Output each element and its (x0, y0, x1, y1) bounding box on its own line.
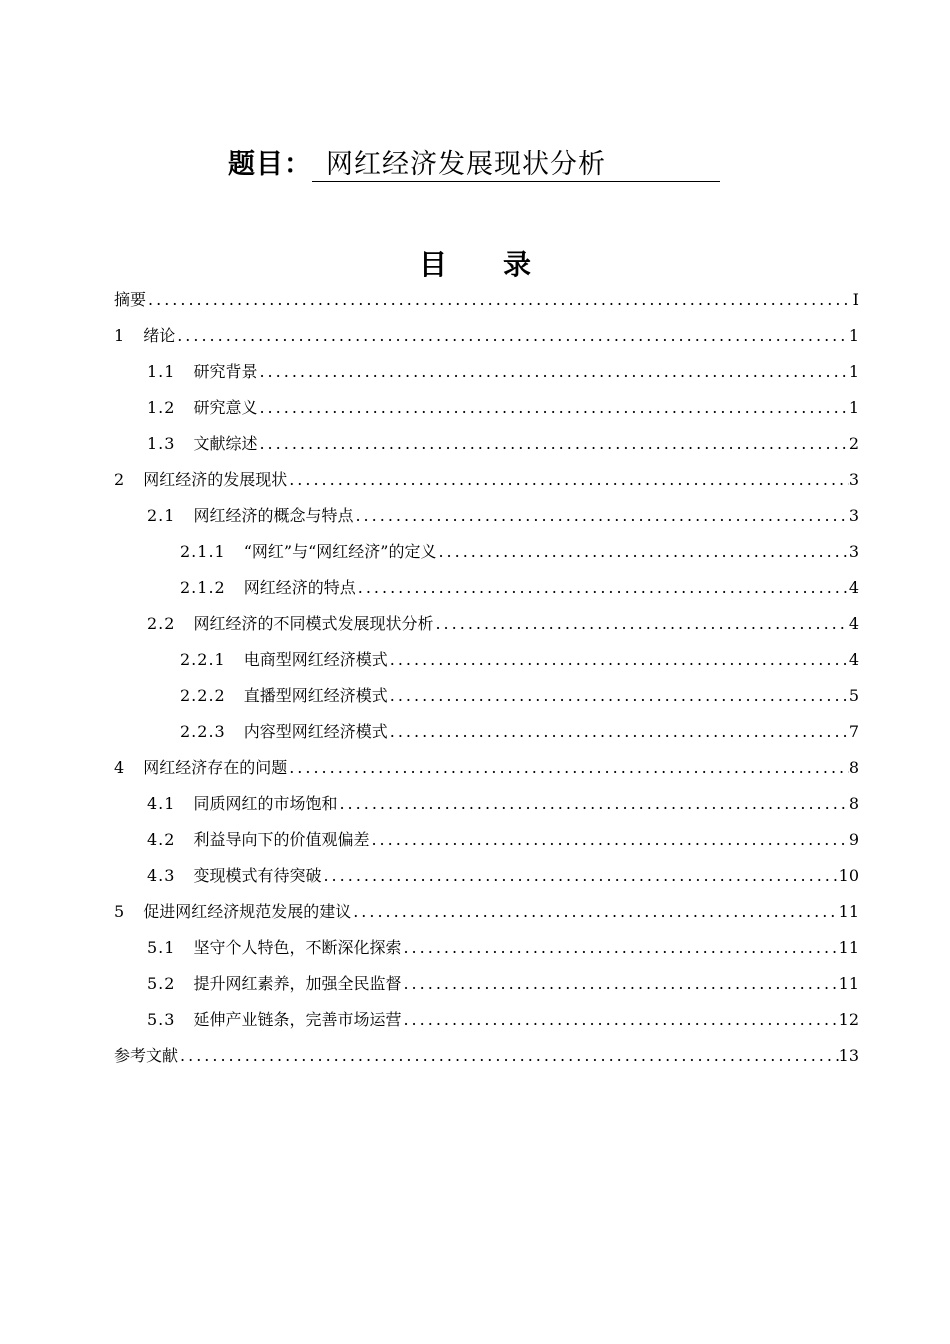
toc-dot-leader (146, 282, 853, 318)
toc-entry-number: 1 (114, 326, 126, 345)
toc-dot-leader (257, 354, 848, 390)
toc-entry[interactable] (114, 318, 859, 354)
toc-entry-label: 网红经济存在的问题 (143, 758, 288, 777)
toc-entry[interactable] (114, 750, 859, 786)
toc-entry-number: 1.2 (147, 398, 176, 417)
toc-entry[interactable] (114, 498, 859, 534)
toc-entry-page: 10 (838, 866, 859, 885)
toc-entry[interactable] (114, 1038, 859, 1074)
toc-entry-page: 4 (848, 614, 859, 633)
toc-heading: 目 录 (418, 248, 531, 281)
toc-entry-label: 延伸产业链条，完善市场运营 (193, 1010, 402, 1029)
toc-entry-number: 2 (114, 470, 126, 489)
document-title (228, 142, 606, 182)
toc-entry[interactable] (114, 570, 859, 606)
toc-entry[interactable] (114, 894, 859, 930)
toc-entry-number: 2.2.1 (180, 650, 226, 669)
toc-entry[interactable] (114, 534, 859, 570)
toc-entry-label: 变现模式有待突破 (193, 866, 322, 885)
toc-entry-label: “网红”与“网红经济”的定义 (243, 542, 437, 561)
toc-entry-number: 2.2.2 (180, 686, 226, 705)
toc-entry-page: 8 (848, 794, 859, 813)
toc-entry-number: 4.3 (147, 866, 176, 885)
toc-entry-page: 1 (848, 362, 859, 381)
toc-entry-page: 11 (838, 902, 859, 921)
toc-dot-leader (388, 642, 849, 678)
title-value: 网红经济发展现状分析 (312, 142, 720, 182)
toc-entry-page: 3 (848, 470, 859, 489)
toc-entry-label: 摘要 (114, 290, 147, 309)
toc-dot-leader (436, 534, 848, 570)
toc-entry[interactable] (114, 462, 859, 498)
toc-entry[interactable] (114, 858, 859, 894)
toc-entry-number: 2.2.3 (180, 722, 226, 741)
toc-entry-label: 文献综述 (193, 434, 258, 453)
toc-entry-label: 提升网红素养，加强全民监督 (193, 974, 402, 993)
toc-dot-leader (369, 822, 848, 858)
toc-entry-page: 13 (838, 1046, 859, 1065)
toc-entry-page: 4 (848, 650, 859, 669)
toc-entry-label: 坚守个人特色，不断深化探索 (193, 938, 402, 957)
toc-entry-page: 11 (838, 938, 859, 957)
toc-entry-page: 8 (848, 758, 859, 777)
toc-entry-number: 1.1 (147, 362, 176, 381)
toc-dot-leader (388, 678, 849, 714)
toc-dot-leader (257, 426, 848, 462)
toc-entry-page: 1 (848, 398, 859, 417)
toc-entry-number: 4 (114, 758, 126, 777)
toc-entry-label: 网红经济的特点 (243, 578, 356, 597)
toc-entry-number: 5.3 (147, 1010, 176, 1029)
toc-entry-page: 11 (838, 974, 859, 993)
toc-dot-leader (388, 714, 849, 750)
toc-entry-number: 4.1 (147, 794, 176, 813)
toc-entry-number: 5 (114, 902, 126, 921)
toc-entry-number: 2.1.2 (180, 578, 226, 597)
toc-entry[interactable] (114, 354, 859, 390)
toc-dot-leader (178, 1038, 839, 1074)
toc-entry-number: 2.1.1 (180, 542, 226, 561)
toc-entry-label: 促进网红经济规范发展的建议 (143, 902, 352, 921)
toc-entry-number: 2.1 (147, 506, 176, 525)
toc-entry-page: 3 (848, 542, 859, 561)
toc-dot-leader (257, 390, 848, 426)
table-of-contents (114, 282, 859, 1074)
toc-entry-label: 研究背景 (193, 362, 258, 381)
toc-entry-page: 4 (848, 578, 859, 597)
toc-entry-label: 参考文献 (114, 1046, 179, 1065)
toc-dot-leader (433, 606, 848, 642)
toc-entry-number: 5.2 (147, 974, 176, 993)
toc-dot-leader (287, 750, 849, 786)
toc-entry-label: 利益导向下的价值观偏差 (193, 830, 370, 849)
toc-entry[interactable] (114, 282, 859, 318)
toc-dot-leader (287, 462, 849, 498)
toc-dot-leader (351, 894, 838, 930)
toc-dot-leader (353, 498, 848, 534)
toc-entry-label: 内容型网红经济模式 (243, 722, 388, 741)
toc-dot-leader (356, 570, 849, 606)
toc-entry[interactable] (114, 390, 859, 426)
toc-dot-leader (401, 966, 838, 1002)
toc-entry-label: 直播型网红经济模式 (243, 686, 388, 705)
toc-entry-label: 网红经济的不同模式发展现状分析 (193, 614, 434, 633)
toc-entry[interactable] (114, 606, 859, 642)
toc-entry-page: 3 (848, 506, 859, 525)
toc-entry-label: 同质网红的市场饱和 (193, 794, 338, 813)
toc-entry-label: 绪论 (143, 326, 176, 345)
toc-entry-page: 7 (848, 722, 859, 741)
title-label: 题目： (228, 149, 312, 180)
toc-dot-leader (401, 930, 838, 966)
toc-entry-page: 2 (848, 434, 859, 453)
toc-dot-leader (175, 318, 849, 354)
toc-entry-page: 9 (848, 830, 859, 849)
toc-entry[interactable] (114, 1002, 859, 1038)
toc-entry-page: 12 (838, 1010, 859, 1029)
toc-entry-label: 网红经济的概念与特点 (193, 506, 354, 525)
toc-dot-leader (337, 786, 848, 822)
toc-entry[interactable] (114, 786, 859, 822)
toc-entry-label: 研究意义 (193, 398, 258, 417)
toc-dot-leader (321, 858, 838, 894)
toc-entry-number: 5.1 (147, 938, 176, 957)
toc-entry[interactable] (114, 642, 859, 678)
toc-entry[interactable] (114, 678, 859, 714)
toc-entry[interactable] (114, 930, 859, 966)
toc-entry-page: 5 (848, 686, 859, 705)
toc-entry[interactable] (114, 966, 859, 1002)
toc-entry-label: 电商型网红经济模式 (243, 650, 388, 669)
toc-entry[interactable] (114, 714, 859, 750)
toc-entry[interactable] (114, 822, 859, 858)
toc-entry-number: 2.2 (147, 614, 176, 633)
toc-entry-page: 1 (848, 326, 859, 345)
toc-entry-number: 4.2 (147, 830, 176, 849)
toc-entry-page: I (852, 290, 859, 309)
toc-dot-leader (401, 1002, 838, 1038)
toc-entry[interactable] (114, 426, 859, 462)
toc-entry-label: 网红经济的发展现状 (143, 470, 288, 489)
toc-entry-number: 1.3 (147, 434, 176, 453)
